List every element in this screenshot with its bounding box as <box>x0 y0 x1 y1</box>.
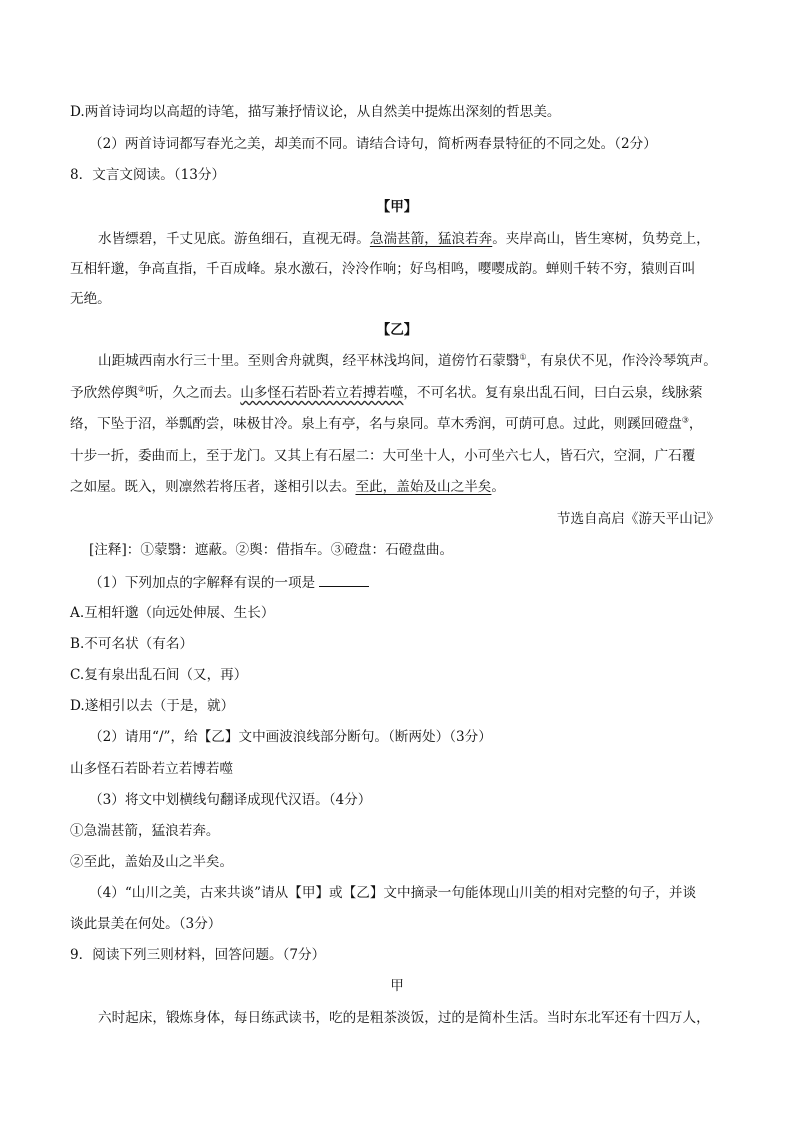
question-text: （1）下列加点的字解释有误的一项是 <box>89 575 316 591</box>
q8-subquestion-3-item-2: ②至此，盖始及山之半矣。 <box>70 854 234 870</box>
q9-heading: 9．阅读下列三则材料，回答问题。（7分） <box>70 947 326 963</box>
q8-subquestion-1 <box>89 572 369 593</box>
passage-jia-line-2: 互相轩邈，争高直指，千百成峰。泉水激石，泠泠作响；好鸟相鸣，嘤嘤成韵。蝉则千转不穷，猿则百叫 <box>70 261 696 277</box>
passage-text: 络，下坠于沼，举瓢酌尝，味极甘冷。泉上有亭，名与泉同。草木秀润，可荫可息。过此，则蹊回磴盘 <box>70 416 682 432</box>
q8-subquestion-3: （3）将文中划横线句翻译成现代汉语。（4分） <box>89 792 372 808</box>
q8-subquestion-4-line-1: （4）“山川之美，古来共谈”请从【甲】或【乙】文中摘录一句能体现山川美的相对完整的句子，并谈 <box>89 885 697 901</box>
q8-subquestion-4-line-2: 谈此景美在何处。（3分） <box>70 916 222 932</box>
passage-yi-title: 【乙】 <box>376 322 418 338</box>
passage-text: 山距城西南水行三十里。至则舍舟就舆，经平林浅坞间，道傍竹石蒙翳 <box>98 353 520 369</box>
option-c: C.复有泉出乱石间（又，再） <box>70 667 248 683</box>
q8-subquestion-2-text: 山多怪石若卧若立若博若噬 <box>70 761 234 777</box>
passage-yi-line-4: 十步一折，委曲而上，至于龙门。又其上有石屋二：大可坐十人，小可坐六七人，皆石穴，空洞，广石覆 <box>70 448 696 464</box>
passage-text: 之如屋。既入，则凛然若将压者，遂相引以去。 <box>70 479 356 495</box>
passage-text: 。夹岸高山，皆生寒树，负势竞上， <box>492 231 710 247</box>
option-a: A.互相轩邈（向远处伸展、生长） <box>70 605 275 621</box>
passage-text: 水皆缥碧，千丈见底。游鱼细石，直视无碍。 <box>98 231 370 247</box>
material-jia-line-1: 六时起床，锻炼身体，每日练武读书，吃的是粗茶淡饭，过的是简朴生活。当时东北军还有十四万人， <box>98 1010 710 1026</box>
q8-subquestion-2: （2）请用“/”，给【乙】文中画波浪线部分断句。（断两处）（3分） <box>89 729 492 745</box>
footnote-marker: ① <box>519 352 527 362</box>
passage-text: ， <box>688 416 703 432</box>
annotation-notes: [注释]：①蒙翳：遮蔽。②舆：借指车。③磴盘：石磴盘曲。 <box>89 542 454 558</box>
passage-yi-line-1 <box>98 351 717 371</box>
passage-yi-line-2 <box>70 383 702 403</box>
answer-blank[interactable] <box>319 572 369 587</box>
passage-jia-title: 【甲】 <box>376 199 418 215</box>
underlined-sentence: 急湍甚箭，猛浪若奔 <box>369 231 493 247</box>
passage-jia-line-3: 无绝。 <box>70 291 111 307</box>
q7-option-d: D.两首诗词均以高超的诗笔，描写兼抒情议论，从自然美中提炼出深刻的哲思美。 <box>70 104 561 120</box>
passage-source: 节选自高启《游天平山记》 <box>556 511 720 527</box>
option-d: D.遂相引以去（于是，就） <box>70 698 235 714</box>
passage-text: ，有泉伏不见，作泠泠琴筑声。 <box>526 353 717 369</box>
passage-text: 听，久之而去。 <box>145 385 241 401</box>
passage-yi-line-5 <box>70 477 505 497</box>
underlined-sentence: 至此，盖始及山之半矣 <box>355 479 492 495</box>
passage-yi-line-3 <box>70 414 702 434</box>
footnote-marker: ③ <box>681 415 689 425</box>
material-jia-title: 甲 <box>390 978 404 994</box>
wavy-underlined-phrase: 山多怪石若卧若立若搏若噬 <box>240 385 404 401</box>
passage-jia-line-1 <box>98 229 710 249</box>
q8-subquestion-3-item-1: ①急湍甚箭，猛浪若奔。 <box>70 823 220 839</box>
passage-text: 予欣然停舆 <box>70 385 138 401</box>
q7-subquestion-2: （2）两首诗词都写春光之美，却美而不同。请结合诗句，简析两春景特征的不同之处。（2分） <box>89 136 657 152</box>
passage-text: 。 <box>491 479 505 495</box>
footnote-marker: ② <box>137 384 146 394</box>
q8-heading: 8．文言文阅读。（13分） <box>70 167 226 183</box>
option-b: B.不可名状（有名） <box>70 636 194 652</box>
passage-text: ，不可名状。复有泉出乱石间，曰白云泉，线脉萦 <box>403 385 703 401</box>
